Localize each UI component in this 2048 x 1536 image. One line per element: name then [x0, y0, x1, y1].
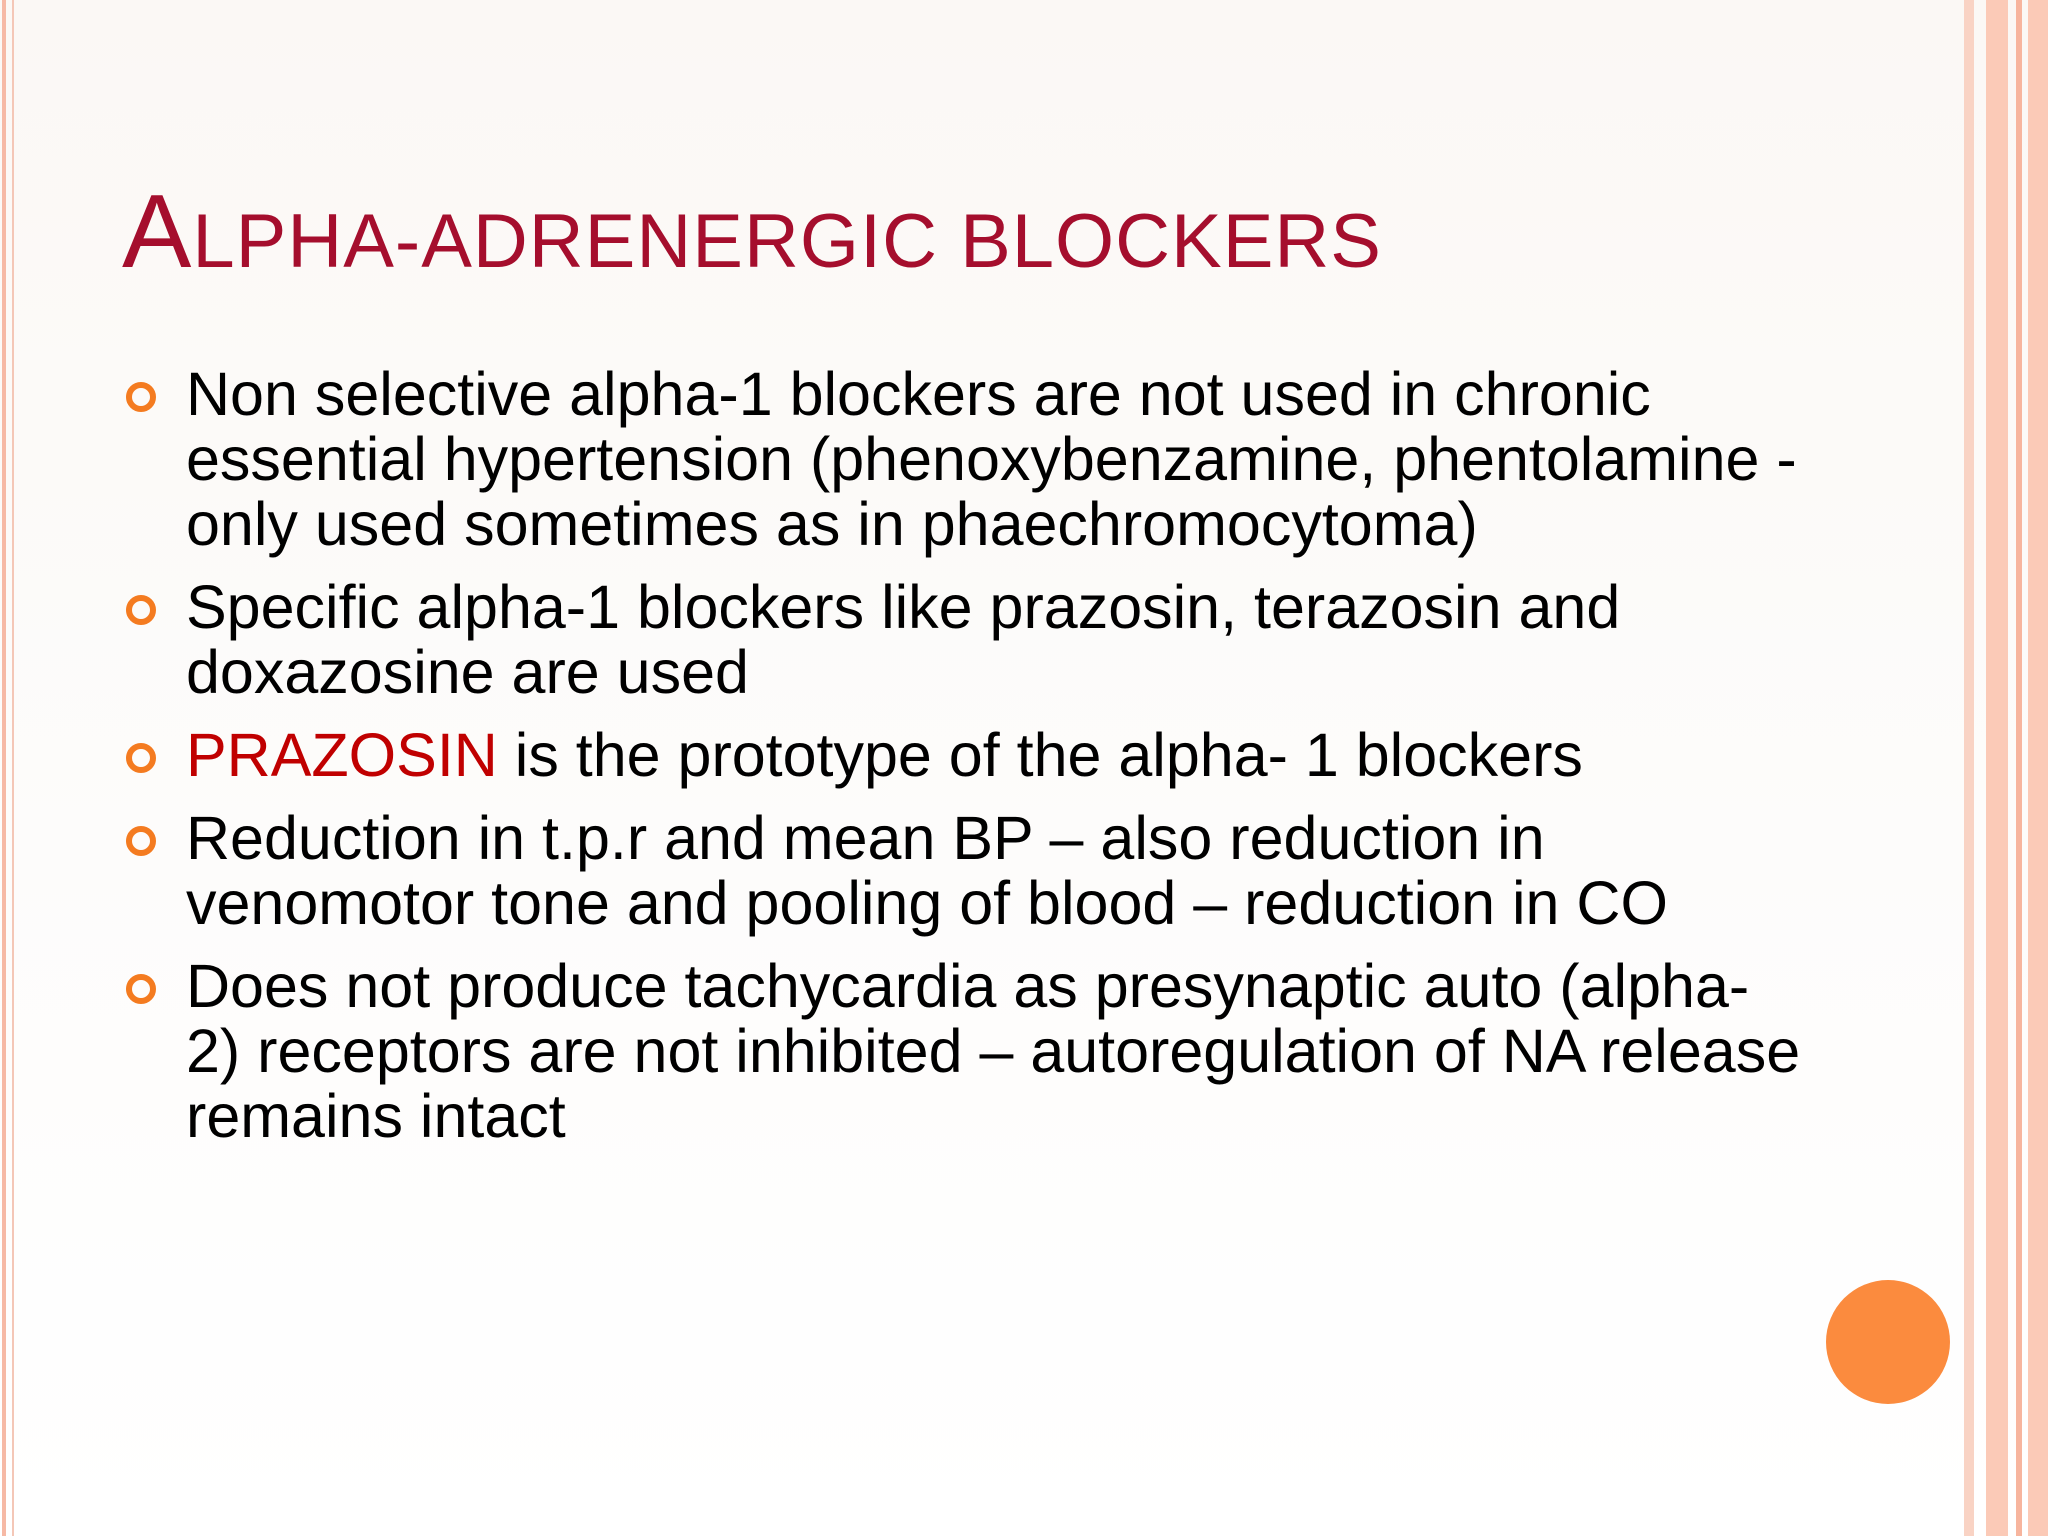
bullet-text: Does not produce tachycardia as presynaptic auto (alpha-2) receptors are not inhibited – autoregulation of NA release remains intact [186, 952, 1801, 1150]
left-edge-line [2, 0, 6, 1536]
highlighted-term: PRAZOSIN [186, 721, 498, 789]
left-edge-line [12, 0, 14, 1536]
circle-bullet-icon [126, 743, 156, 773]
bullet-item [122, 806, 1802, 936]
right-edge-stripe [1986, 0, 2008, 1536]
bullet-text: is the prototype of the alpha- 1 blockers [497, 721, 1583, 789]
bullet-text: Specific alpha-1 blockers like prazosin, terazosin and doxazosine are used [186, 573, 1621, 706]
title-first-letter: A [122, 174, 193, 290]
orange-circle-decoration [1826, 1280, 1950, 1404]
bullet-item [122, 723, 1802, 788]
left-edge-decoration [0, 0, 20, 1536]
circle-bullet-icon [126, 826, 156, 856]
bullet-list [122, 362, 1802, 1167]
right-edge-stripe [1964, 0, 1974, 1536]
bullet-item [122, 362, 1802, 557]
bullet-text: Non selective alpha-1 blockers are not used in chronic essential hypertension (phenoxybenzamine, phentolamine - only used sometimes as in phaechromocytoma) [186, 360, 1797, 558]
right-edge-decoration [1964, 0, 2048, 1536]
circle-bullet-icon [126, 974, 156, 1004]
title-rest: LPHA-ADRENERGIC BLOCKERS [192, 199, 1382, 284]
bullet-item [122, 954, 1802, 1149]
circle-bullet-icon [126, 382, 156, 412]
bullet-item [122, 575, 1802, 705]
right-edge-stripe [2028, 0, 2048, 1536]
slide-title [122, 174, 1382, 290]
right-edge-stripe [2016, 0, 2022, 1536]
circle-bullet-icon [126, 595, 156, 625]
bullet-text: Reduction in t.p.r and mean BP – also reduction in venomotor tone and pooling of blood – reduction in CO [186, 804, 1668, 937]
